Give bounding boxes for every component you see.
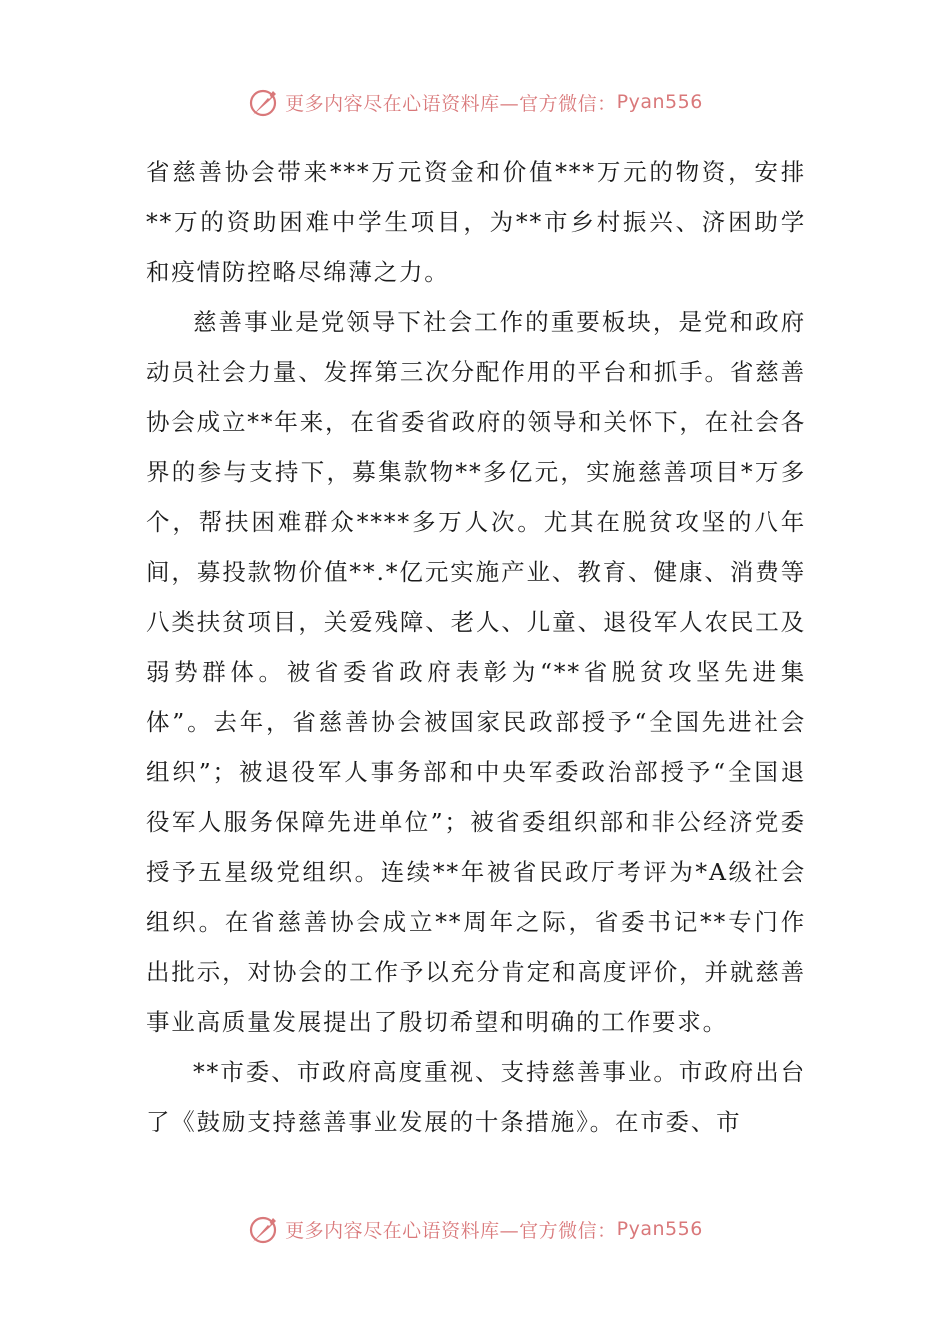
document-body: [146, 147, 806, 1147]
footer-wechat-id: Pyan556: [616, 1218, 703, 1240]
paragraph: **市委、市政府高度重视、支持慈善事业。市政府出台了《鼓励支持慈善事业发展的十条措施》。在市委、市: [146, 1058, 806, 1136]
paragraph: 慈善事业是党领导下社会工作的重要板块，是党和政府动员社会力量、发挥第三次分配作用的平台和抓手。省慈善协会成立**年来，在省委省政府的领导和关怀下，在社会各界的参与支持下，募集款物**多亿元，实施慈善项目*万多个，帮扶困难群众****多万人次。尤其在脱贫攻坚的八年间，募投款物价值**.*亿元实施产业、教育、健康、消费等八类扶贫项目，关爱残障、老人、儿童、退役军人农民工及弱势群体。被省委省政府表彰为“**省脱贫攻坚先进集体”。去年，省慈善协会被国家民政部授予“全国先进社会组织”；被退役军人事务部和中央军委政治部授予“全国退役军人服务保障先进单位”；被省委组织部和非公经济党委授予五星级党组织。连续**年被省民政厅考评为*A级社会组织。在省慈善协会成立**周年之际，省委书记**专门作出批示，对协会的工作予以充分肯定和高度评价，并就慈善事业高质量发展提出了殷切希望和明确的工作要求。: [146, 308, 806, 1036]
header-wechat-id: Pyan556: [616, 91, 703, 113]
header-banner: [0, 82, 950, 122]
header-banner-text: 更多内容尽在心语资料库—官方微信：: [285, 92, 617, 115]
footer-banner-text: 更多内容尽在心语资料库—官方微信：: [285, 1219, 617, 1242]
paragraph-continued: 省慈善协会带来***万元资金和价值***万元的物资，安排**万的资助困难中学生项目，为**市乡村振兴、济困助学和疫情防控略尽绵薄之力。: [146, 158, 806, 286]
footer-banner: [0, 1209, 950, 1249]
pen-nib-circle-icon: [247, 85, 281, 119]
pen-nib-circle-icon: [247, 1212, 281, 1246]
